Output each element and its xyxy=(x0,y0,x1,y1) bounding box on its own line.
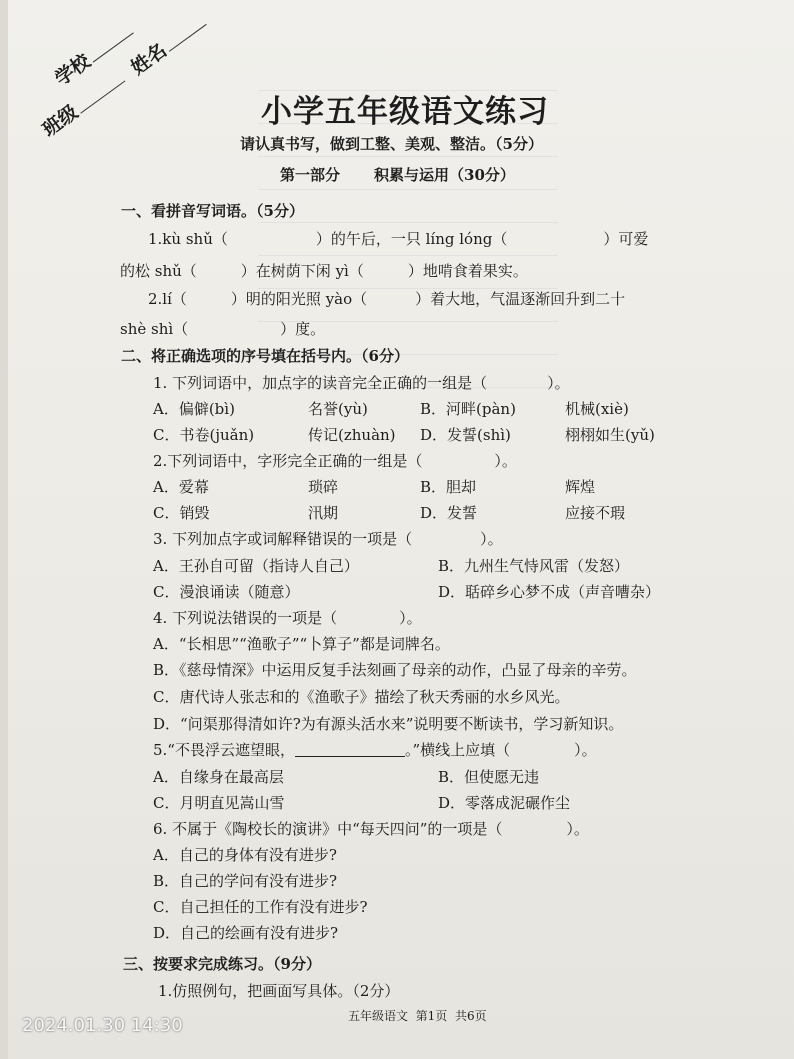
q1-option-b2: 机械(xiè) xyxy=(565,400,629,418)
q3-option-a: A．王孙自可留（指诗人自己） xyxy=(153,557,359,575)
s1-line-3: 2.lí（ ）明的阳光照 yào（ ）着大地，气温逐渐回升到二十 xyxy=(148,290,626,308)
q1-option-a2: 名誉(yù) xyxy=(308,400,368,418)
photo-timestamp: 2024.01.30 14:30 xyxy=(22,1015,183,1036)
s3-q1: 1.仿照例句，把画面写具体。（2分） xyxy=(158,982,400,1000)
section-1-heading: 一、看拼音写词语。（5分） xyxy=(121,202,304,220)
q6-option-a: A．自己的身体有没有进步? xyxy=(153,846,337,864)
q3-stem: 3. 下列加点字或词解释错误的一项是（ ）。 xyxy=(153,530,503,548)
section-3-heading: 三、按要求完成练习。（9分） xyxy=(123,955,321,973)
q3-option-c: C．漫浪诵读（随意） xyxy=(153,583,300,601)
name-line xyxy=(169,24,207,52)
q3-option-b: B．九州生气恃风雷（发怒） xyxy=(438,557,630,575)
q1-option-d: D．发誓(shì) xyxy=(420,426,511,444)
q6-option-d: D．自己的绘画有没有进步? xyxy=(153,924,339,942)
q4-option-b: B．《慈母情深》中运用反复手法刻画了母亲的动作，凸显了母亲的辛劳。 xyxy=(153,661,637,679)
class-label: 班级 xyxy=(38,101,83,142)
fill-line[interactable] xyxy=(295,742,405,757)
q2-stem: 2.下列词语中，字形完全正确的一组是（ ）。 xyxy=(153,452,517,470)
part-number: 第一部分 xyxy=(280,166,341,184)
part-title: 积累与运用（30分） xyxy=(374,166,515,184)
q4-option-d: D．“问渠那得清如许?为有源头活水来”说明要不断读书，学习新知识。 xyxy=(153,715,624,733)
page-title: 小学五年级语文练习 xyxy=(261,94,549,130)
q2-option-a2: 琐碎 xyxy=(308,478,339,496)
s1-line-2: 的松 shǔ（ ）在树荫下闲 yì（ ）地啃食着果实。 xyxy=(120,262,528,280)
q2-option-a: A．爱幕 xyxy=(153,478,209,496)
name-label: 姓名 xyxy=(127,39,171,80)
q1-option-b: B．河畔(pàn) xyxy=(420,400,516,418)
q1-option-d2: 栩栩如生(yǔ) xyxy=(565,426,655,444)
section-2-heading: 二、将正确选项的序号填在括号内。（6分） xyxy=(121,347,409,365)
q4-option-a: A．“长相思”“渔歌子”“卜算子”都是词牌名。 xyxy=(153,635,450,653)
q5-stem: 5.“不畏浮云遮望眼， 。”横线上应填（ ）。 xyxy=(153,741,597,759)
q5-option-b: B．但使愿无违 xyxy=(438,768,540,786)
q6-stem: 6. 不属于《陶校长的演讲》中“每天四问”的一项是（ ）。 xyxy=(153,820,589,838)
q1-option-c2: 传记(zhuàn) xyxy=(308,426,396,444)
exam-paper xyxy=(8,0,794,1059)
q6-option-c: C．自己担任的工作有没有进步? xyxy=(153,898,368,916)
q6-option-b: B．自己的学问有没有进步? xyxy=(153,872,338,890)
q4-option-c: C．唐代诗人张志和的《渔歌子》描绘了秋天秀丽的水乡风光。 xyxy=(153,688,570,706)
q2-option-b2: 辉煌 xyxy=(565,478,596,496)
part-heading xyxy=(280,164,515,185)
q2-option-c: C．销毁 xyxy=(153,504,210,522)
q5-option-d: D．零落成泥碾作尘 xyxy=(438,794,571,812)
q1-stem: 1. 下列词语中，加点字的读音完全正确的一组是（ ）。 xyxy=(153,374,570,392)
q2-option-d2: 应接不瑕 xyxy=(565,504,626,522)
q1-option-a: A．偏僻(bì) xyxy=(153,400,235,418)
q4-stem: 4. 下列说法错误的一项是（ ）。 xyxy=(153,609,422,627)
school-label: 学校 xyxy=(50,50,95,91)
q3-option-d: D．聒碎乡心梦不成（声音嘈杂） xyxy=(438,583,661,601)
q2-option-d: D．发誓 xyxy=(420,504,478,522)
q5-option-a: A．自缘身在最高层 xyxy=(153,768,284,786)
s1-line-4: shè shì（ ）度。 xyxy=(120,320,326,338)
page-footer: 五年级语文 第1页 共6页 xyxy=(348,1009,487,1023)
s1-line-1: 1.kù shǔ（ ）的午后，一只 líng lóng（ ）可爱 xyxy=(148,230,649,248)
q2-option-c2: 汛期 xyxy=(308,504,339,522)
q2-option-b: B．胆却 xyxy=(420,478,477,496)
subtitle: 请认真书写，做到工整、美观、整洁。（5分） xyxy=(240,135,543,153)
q5-option-c: C．月明直见嵩山雪 xyxy=(153,794,285,812)
q1-option-c: C．书卷(juǎn) xyxy=(153,426,255,444)
